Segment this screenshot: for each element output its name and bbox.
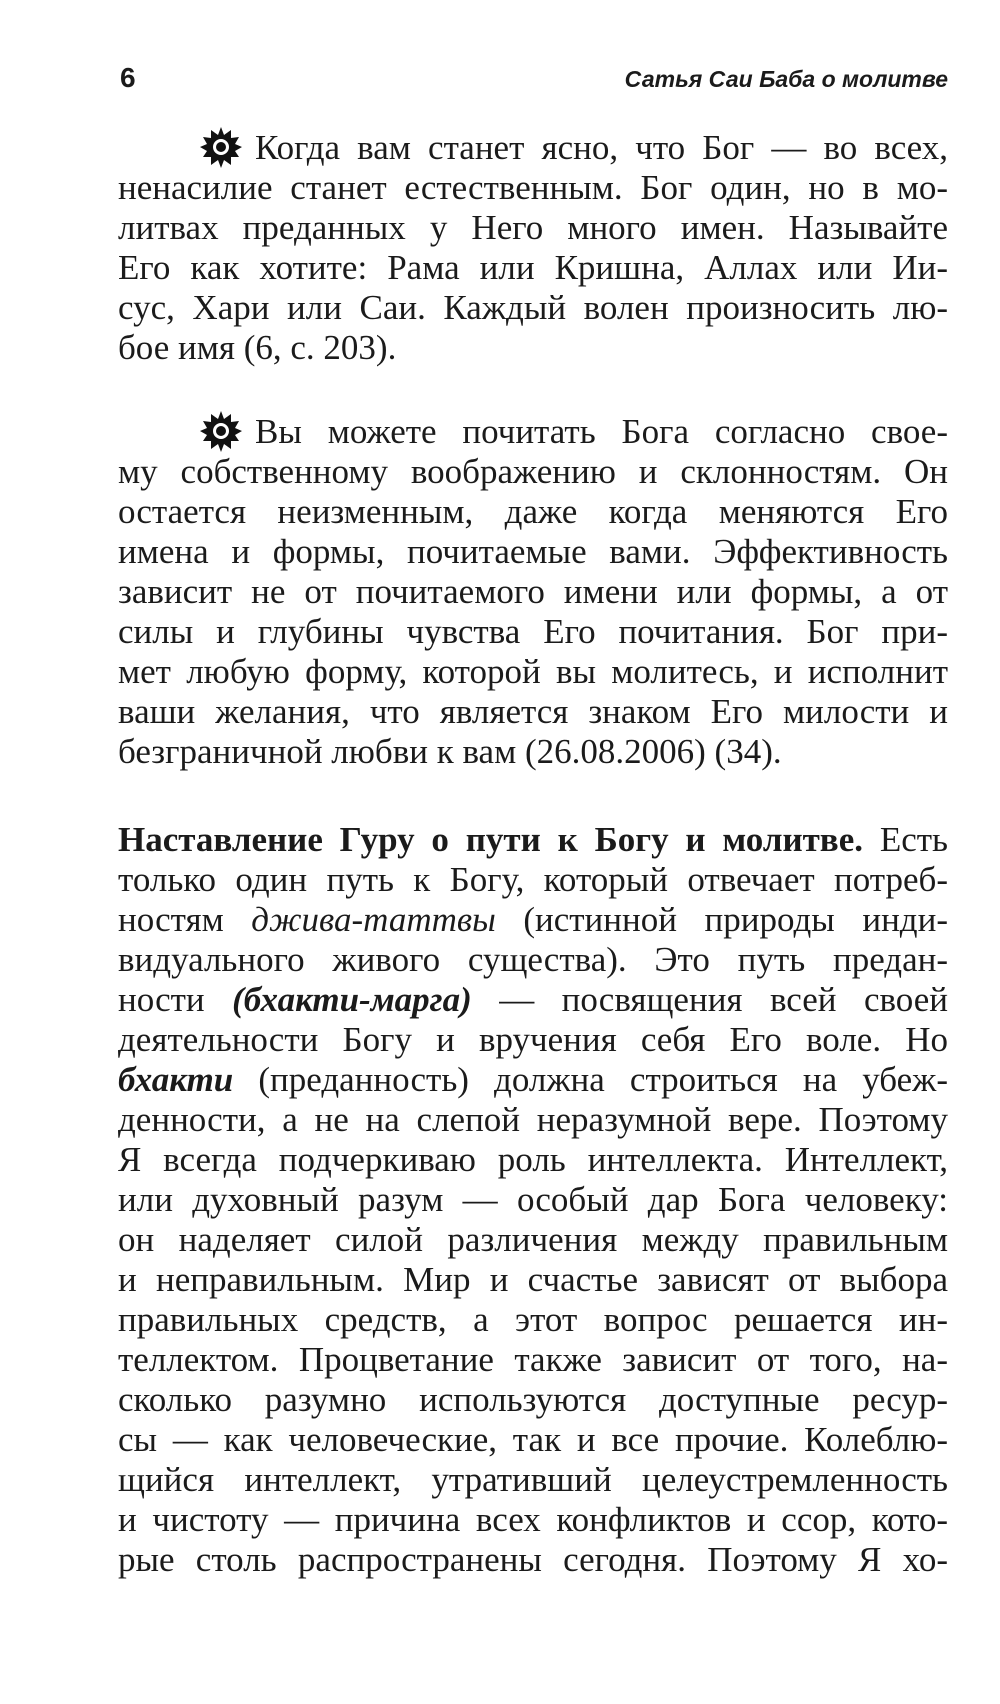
- text-line: щийся интеллект, утративший целеустремленность: [118, 1460, 948, 1499]
- text-line: имена и формы, почитаемые вами. Эффективность: [118, 532, 948, 571]
- sun-bullet-icon: [200, 126, 242, 168]
- page-number: 6: [120, 62, 136, 93]
- italic-term: бхакти: [118, 1060, 234, 1099]
- sun-bullet-icon: [200, 410, 242, 452]
- text-fragment: (преданность) должна строиться на убеж-: [233, 1060, 948, 1099]
- text-line: ваши желания, что является знаком Его милости и: [118, 692, 948, 731]
- text-line: он наделяет силой различения между правильным: [118, 1220, 948, 1259]
- text-line: правильных средств, а этот вопрос решается ин-: [118, 1300, 948, 1339]
- italic-term: джива-таттвы: [251, 900, 496, 939]
- italic-term: (бхакти-марга): [232, 980, 472, 1019]
- text-line: и неправильным. Мир и счастье зависят от выбора: [118, 1260, 948, 1299]
- text-line: Его как хотите: Рама или Кришна, Аллах или Ии-: [118, 248, 948, 287]
- running-title: Сатья Саи Баба о молитве: [624, 66, 948, 92]
- text-line: сы — как человеческие, так и все прочие. Колеблю-: [118, 1420, 948, 1459]
- text-fragment: ностям: [118, 900, 252, 939]
- text-line: бое имя (6, с. 203).: [118, 328, 397, 367]
- text-line: му собственному воображению и склонностям. Он: [118, 452, 948, 491]
- text-line: рые столь распространены сегодня. Поэтому Я хо-: [118, 1540, 948, 1579]
- text-fragment: (истинной природы инди-: [495, 900, 948, 939]
- text-line: [118, 900, 948, 940]
- text-line: [118, 820, 948, 860]
- text-line: Когда вам станет ясно, что Бог — во всех,: [255, 128, 948, 167]
- text-line: Я всегда подчеркиваю роль интеллекта. Интеллект,: [118, 1140, 948, 1179]
- text-line: литвах преданных у Него много имен. Называйте: [118, 208, 948, 247]
- text-line: остается неизменным, даже когда меняются Его: [118, 492, 948, 531]
- text-line: видуального живого существа). Это путь предан-: [118, 940, 948, 979]
- text-line: только один путь к Богу, который отвечает потреб-: [118, 860, 948, 899]
- text-line: Вы можете почитать Бога согласно свое-: [255, 412, 948, 451]
- text-fragment: ности: [118, 980, 233, 1019]
- text-line: силы и глубины чувства Его почитания. Бог при-: [118, 612, 948, 651]
- text-line: безграничной любви к вам (26.08.2006) (34).: [118, 732, 782, 771]
- text-line: ненасилие станет естественным. Бог один, но в мо-: [118, 168, 948, 207]
- text-fragment: — посвящения всей своей: [471, 980, 948, 1019]
- text-line: зависит не от почитаемого имени или формы, а от: [118, 572, 948, 611]
- text-line: [118, 1060, 948, 1100]
- text-line: деятельности Богу и вручения себя Его воле. Но: [118, 1020, 948, 1059]
- text-fragment: Есть: [863, 820, 948, 859]
- text-line: денности, а не на слепой неразумной вере. Поэтому: [118, 1100, 948, 1139]
- text-line: или духовный разум — особый дар Бога человеку:: [118, 1180, 948, 1219]
- text-line: [118, 980, 948, 1020]
- text-line: мет любую форму, которой вы молитесь, и исполнит: [118, 652, 948, 691]
- text-line: теллектом. Процветание также зависит от того, на-: [118, 1340, 948, 1379]
- text-line: сколько разумно используются доступные ресур-: [118, 1380, 948, 1419]
- text-line: и чистоту — причина всех конфликтов и ссор, кото-: [118, 1500, 948, 1539]
- page-header: [118, 62, 948, 102]
- section-heading: Наставление Гуру о пути к Богу и молитве.: [118, 820, 863, 859]
- text-line: сус, Хари или Саи. Каждый волен произносить лю-: [118, 288, 948, 327]
